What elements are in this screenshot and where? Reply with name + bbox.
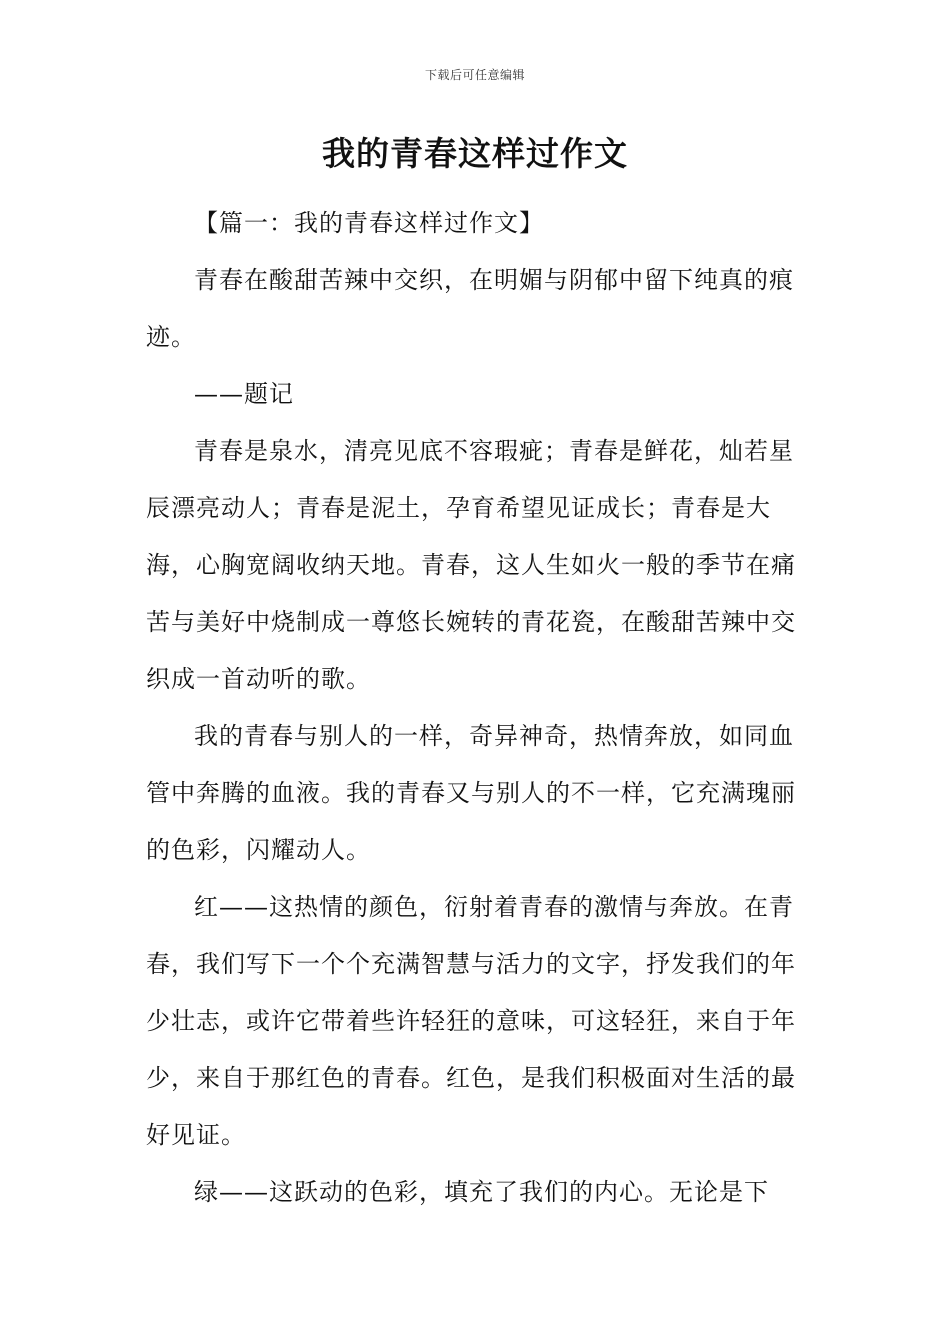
paragraph: 青春是泉水，清亮见底不容瑕疵；青春是鲜花，灿若星辰漂亮动人；青春是泥土，孕育希望见证成长；青春是大海，心胸宽阔收纳天地。青春，这人生如火一般的季节在痛苦与美好中烧制成一尊悠长婉转的青花瓷，在酸甜苦辣中交织成一首动听的歌。 bbox=[146, 437, 796, 693]
section-heading: 【篇一：我的青春这样过作文】 bbox=[194, 209, 544, 237]
paragraph: 红——这热情的颜色，衍射着青春的激情与奔放。在青春，我们写下一个个充满智慧与活力的文字，抒发我们的年少壮志，或许它带着些许轻狂的意味，可这轻狂，来自于年少，来自于那红色的青春。红色，是我们积极面对生活的最好见证。 bbox=[146, 893, 796, 1149]
epigraph-attribution: ——题记 bbox=[194, 380, 294, 408]
paragraph: 青春在酸甜苦辣中交织，在明媚与阴郁中留下纯真的痕迹。 bbox=[146, 266, 794, 351]
header-note: 下载后可任意编辑 bbox=[424, 68, 525, 82]
document-title: 我的青春这样过作文 bbox=[322, 134, 628, 173]
paragraph: 我的青春与别人的一样，奇异神奇，热情奔放，如同血管中奔腾的血液。我的青春又与别人的不一样，它充满瑰丽的色彩，闪耀动人。 bbox=[146, 722, 796, 864]
paragraph: 绿——这跃动的色彩，填充了我们的内心。无论是下 bbox=[194, 1178, 769, 1206]
article-body bbox=[146, 195, 806, 1221]
